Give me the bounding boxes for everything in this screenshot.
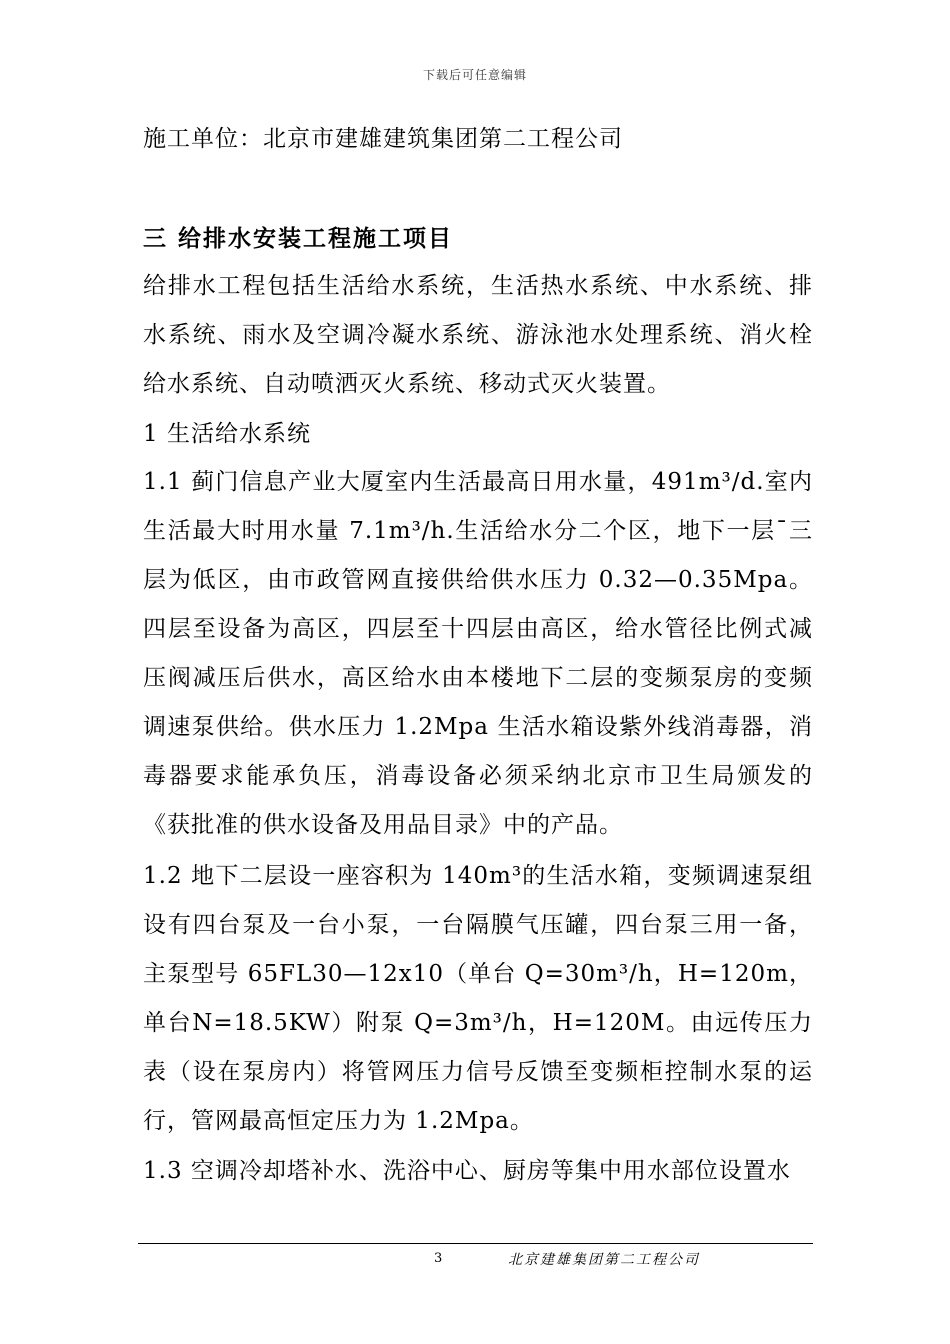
footer-company: 北京建雄集团第二工程公司 xyxy=(508,1252,700,1268)
subsection-heading: 1 生活给水系统 xyxy=(143,421,311,447)
construction-unit-line: 施工单位：北京市建雄建筑集团第二工程公司 xyxy=(143,126,623,152)
intro-paragraph: 给排水工程包括生活给水系统，生活热水系统、中水系统、排水系统、雨水及空调冷凝水系统、游泳池水处理系统、消火栓给水系统、自动喷洒灭火系统、移动式灭火装置。 xyxy=(143,273,813,397)
section-title: 三 给排水安装工程施工项目 xyxy=(143,226,454,252)
paragraph-1-2: 1.2 地下二层设一座容积为 140m³的生活水箱，变频调速泵组设有四台泵及一台小泵，一台隔膜气压罐，四台泵三用一备，主泵型号 65FL30—12x10（单台 Q=30m³/h，H=120m，单台N=18.5KW）附泵 Q=3m³/h，H=120M。由远传压力表（设在泵房内）将管网压力信号反馈至变频柜控制水泵的运行，管网最高恒定压力为 1.2Mpa。 xyxy=(143,863,813,1134)
page-number: 3 xyxy=(434,1251,443,1266)
footer-divider xyxy=(138,1243,813,1244)
paragraph-1-3: 1.3 空调冷却塔补水、洗浴中心、厨房等集中用水部位设置水 xyxy=(143,1158,791,1184)
paragraph-1-1: 1.1 蓟门信息产业大厦室内生活最高日用水量，491m³/d.室内生活最大时用水量 7.1m³/h.生活给水分二个区，地下一层¯三层为低区，由市政管网直接供给供水压力 0.32—0.35Mpa。四层至设备为高区，四层至十四层由高区，给水管径比例式减压阀减压后供水，高区给水由本楼地下二层的变频泵房的变频调速泵供给。供水压力 1.2Mpa 生活水箱设紫外线消毒器，消毒器要求能承负压，消毒设备必须采纳北京市卫生局颁发的《获批准的供水设备及用品目录》中的产品。 xyxy=(143,469,813,838)
header-note: 下载后可任意编辑 xyxy=(422,68,527,82)
